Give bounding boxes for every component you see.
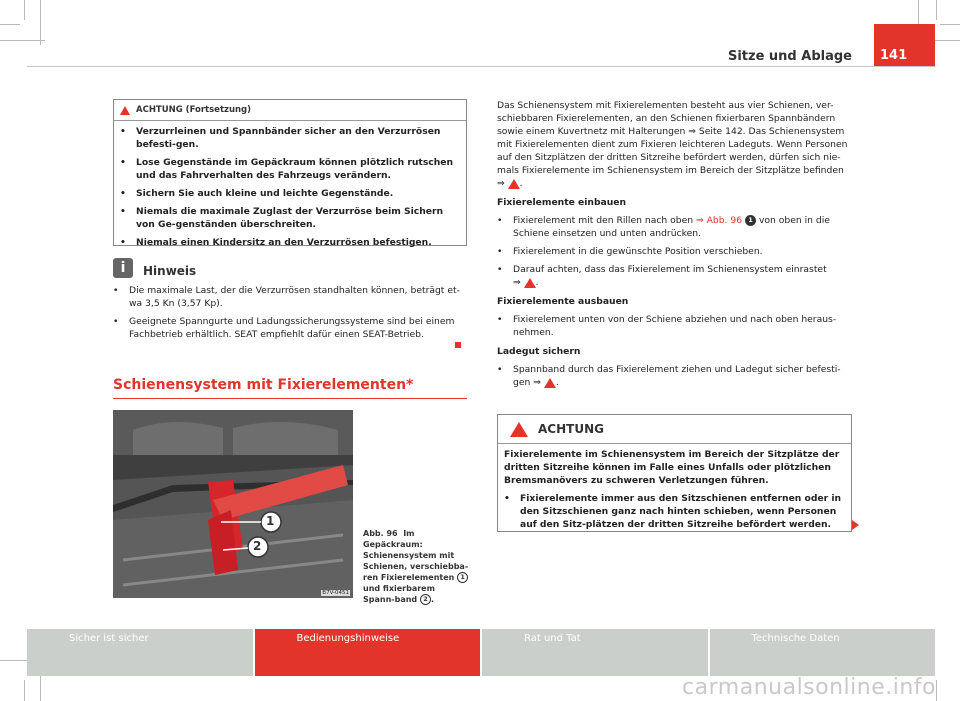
warning-title: ACHTUNG bbox=[538, 422, 604, 436]
callout-label-1: 1 bbox=[266, 514, 275, 528]
list-item: • Fixierelement unten von der Schiene abziehen und nach oben heraus-nehmen. bbox=[497, 314, 837, 338]
figure-link[interactable]: ⇒ Abb. 96 bbox=[695, 215, 743, 226]
list-item: • Verzurrleinen und Spannbänder sicher an den Verzurrösen befesti-gen. bbox=[120, 126, 441, 150]
chapter-title: Sitze und Ablage bbox=[727, 49, 852, 64]
section-end-mark bbox=[455, 342, 461, 348]
callout-label-2: 2 bbox=[253, 539, 262, 553]
list-item: • Fixierelemente immer aus den Sitzschienen entfernen oder in den Sitzschienen ganz nach hinten schieben, wenn Personen auf den Sitz-plätzen der dritten Sitzreihe befördert werden. bbox=[504, 493, 842, 530]
subheading-install: Fixierelemente einbauen bbox=[497, 197, 627, 208]
note-body bbox=[113, 284, 467, 346]
warning-text: Fixierelemente im Schienensystem im Bereich der Sitzplätze der dritten Sitzreihe können im Falle eines Unfalls oder plötzlichen Bremsmanövers zu schweren Verletzungen führen. bbox=[504, 449, 840, 486]
callout-ref-1: 1 bbox=[745, 215, 756, 226]
info-icon: i bbox=[113, 258, 133, 278]
figure-caption: Abb. 96 Im Gepäckraum: Schienensystem mit Schienen, verschiebba-ren Fixierelementen 1 und fixierbarem Spann-band 2 . bbox=[363, 529, 469, 604]
crop-mark bbox=[24, 680, 25, 701]
warning-triangle-icon bbox=[524, 278, 536, 288]
warning-box bbox=[497, 414, 852, 532]
warning-triangle-icon bbox=[120, 106, 130, 115]
tab-sicher[interactable]: Sicher ist sicher bbox=[27, 629, 253, 676]
watermark: carmanualsonline.info bbox=[682, 675, 936, 700]
crop-mark bbox=[0, 24, 20, 25]
list-item: • Fixierelement in die gewünschte Position verschieben. bbox=[497, 246, 763, 257]
list-item: • Darauf achten, dass das Fixierelement im Schienensystem einrastet ⇒ . bbox=[497, 264, 827, 288]
note-title: Hinweis bbox=[143, 264, 197, 278]
crop-mark bbox=[940, 24, 960, 25]
section-rule bbox=[113, 398, 467, 399]
crop-mark bbox=[0, 40, 45, 41]
warning-continued-box bbox=[113, 99, 467, 246]
intro-paragraph: Das Schienensystem mit Fixierelementen besteht aus vier Schienen, ver-schiebbaren Fixierelementen, an den Schienen fixierbaren Spannbändern sowie einem Kuvertnetz mit Halterungen ⇒ Seite 142. Das Schienensystem mit Fixierelementen dient zum Fixieren leichteren Ladeguts. Wenn Personen auf den Sitzplätzen der dritten Sitzreihe befördert werden, dürfen sich nie-mals Fixierelemente im Schienensystem im Bereich der Sitzplätze befinden ⇒ . bbox=[497, 100, 848, 189]
page-number: 141 bbox=[874, 24, 935, 67]
crop-mark bbox=[40, 0, 41, 45]
crop-mark bbox=[24, 0, 25, 20]
subheading-secure: Ladegut sichern bbox=[497, 346, 581, 357]
right-column bbox=[497, 99, 852, 394]
warning-header bbox=[498, 415, 851, 444]
callout-ref-1: 1 bbox=[457, 572, 468, 583]
warning-triangle-icon bbox=[508, 179, 520, 189]
continue-arrow-icon bbox=[852, 520, 859, 530]
tab-bedienung[interactable]: Bedienungshinweise bbox=[255, 629, 481, 676]
list-item: • Fixierelement mit den Rillen nach oben ⇒ Abb. 96 1 von oben in die Schiene einsetzen und unten andrücken. bbox=[497, 215, 830, 239]
list-item: • Spannband durch das Fixierelement ziehen und Ladegut sicher befesti-gen ⇒ . bbox=[497, 364, 841, 388]
callout-ref-2: 2 bbox=[420, 594, 431, 605]
list-item: • Niemals die maximale Zuglast der Verzurröse beim Sichern von Ge-genständen überschreiten. bbox=[120, 206, 444, 230]
list-item: • Geeignete Spanngurte und Ladungssicherungssysteme sind bei einem Fachbetrieb erhältlich. SEAT empfiehlt dafür einen SEAT-Betrieb. bbox=[113, 316, 455, 340]
cargo-photo bbox=[113, 410, 353, 598]
section-title: Schienensystem mit Fixierelementen* bbox=[113, 377, 414, 393]
list-item: • Die maximale Last, der die Verzurrösen standhalten können, beträgt et-wa 3,5 Kn (3,57 Kp). bbox=[113, 285, 460, 309]
list-item: • Niemals einen Kindersitz an den Verzurrösen befestigen. bbox=[120, 237, 432, 248]
list-item: • Lose Gegenstände im Gepäckraum können plötzlich rutschen und das Fahrverhalten des Fahrzeugs verändern. bbox=[120, 157, 454, 181]
tab-rat[interactable]: Rat und Tat bbox=[482, 629, 708, 676]
figure-cargo-rail-system bbox=[113, 410, 353, 598]
header-rule bbox=[27, 66, 935, 67]
crop-mark bbox=[936, 680, 937, 701]
figure-code: B7V-0451 bbox=[322, 590, 349, 596]
warning-continued-title: ACHTUNG (Fortsetzung) bbox=[136, 105, 252, 115]
list-item: • Sichern Sie auch kleine und leichte Gegenstände. bbox=[120, 188, 394, 199]
tab-technik[interactable]: Technische Daten bbox=[710, 629, 936, 676]
warning-continued-header bbox=[114, 100, 466, 121]
crop-mark bbox=[936, 0, 937, 20]
subheading-remove: Fixierelemente ausbauen bbox=[497, 296, 629, 307]
footer-tabs bbox=[27, 629, 935, 676]
warning-triangle-icon bbox=[544, 378, 556, 388]
warning-triangle-icon bbox=[510, 422, 528, 437]
